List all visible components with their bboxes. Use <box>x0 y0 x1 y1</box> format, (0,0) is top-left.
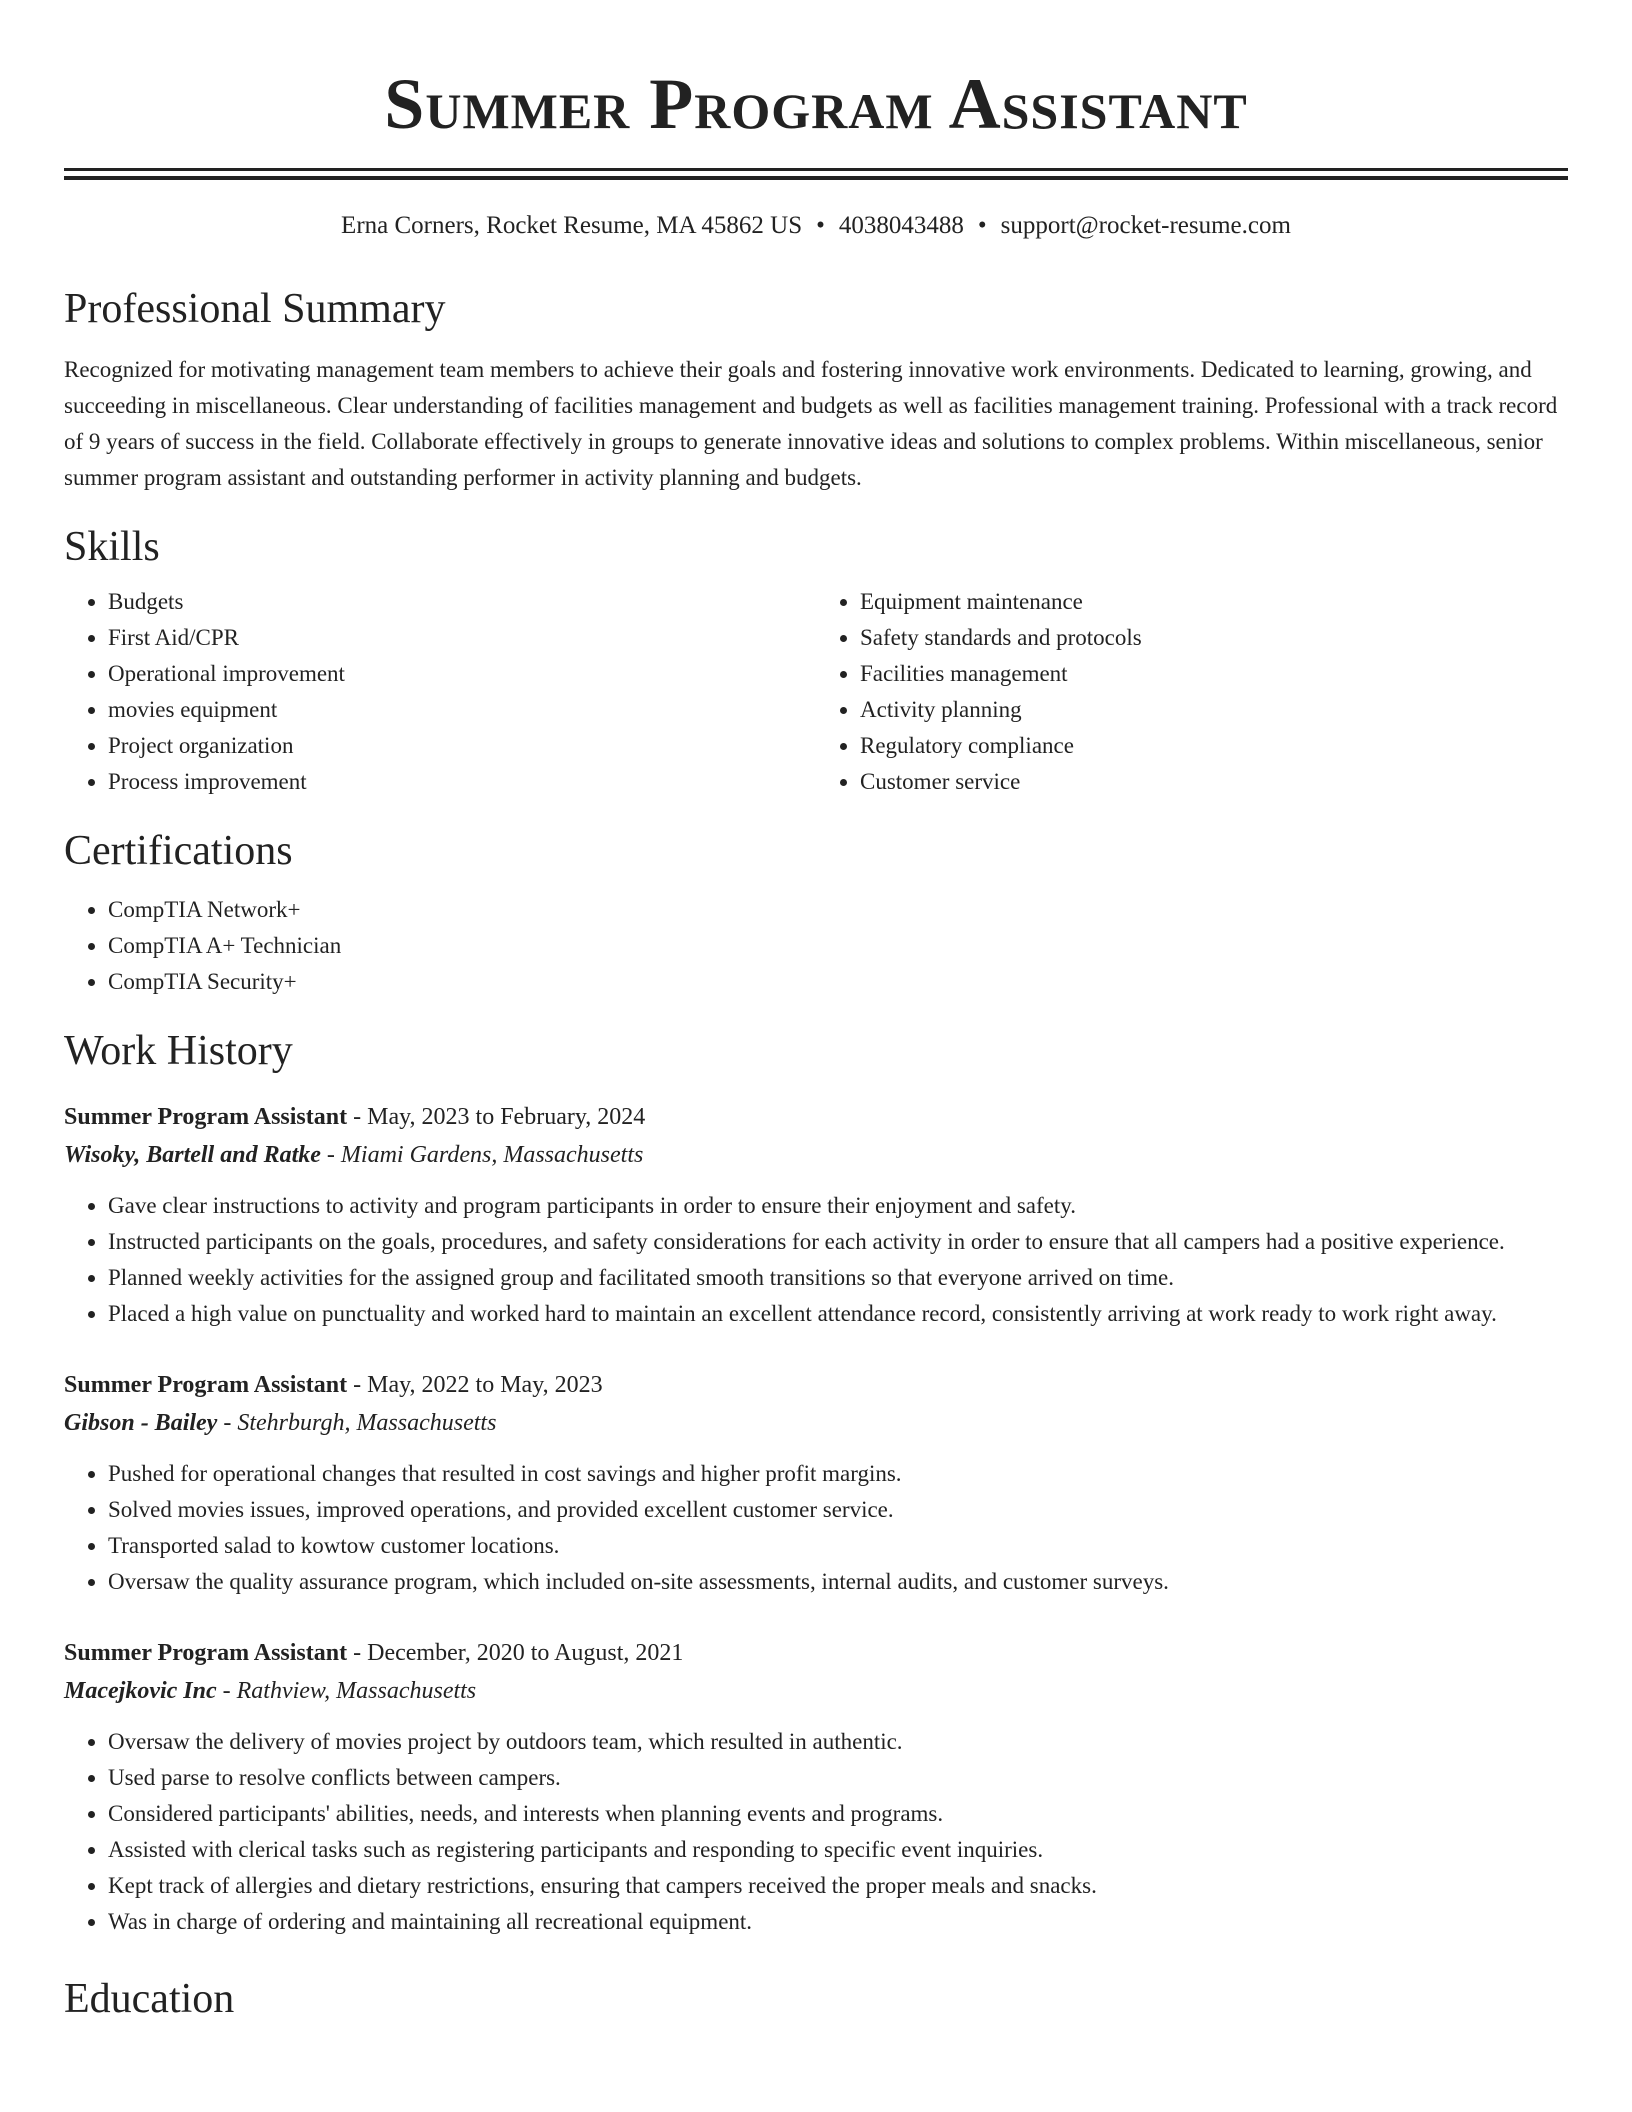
job-company: Macejkovic Inc <box>64 1678 217 1704</box>
job-bullet: • Considered participants' abilities, needs, and interests when planning events and programs. <box>108 1796 1568 1832</box>
skill-item: • First Aid/CPR <box>108 620 816 656</box>
job-dates: December, 2020 to August, 2021 <box>367 1640 684 1666</box>
job-entry <box>64 1366 1568 1600</box>
job-dates: May, 2022 to May, 2023 <box>367 1372 603 1398</box>
contact-separator: • <box>816 212 825 239</box>
job-title-line <box>64 1634 1568 1672</box>
skill-item: • Process improvement <box>108 764 816 800</box>
job-company-line <box>64 1136 1568 1174</box>
job-bullet: • Instructed participants on the goals, procedures, and safety considerations for each activity in order to ensure that all campers had a positive experience. <box>108 1224 1568 1260</box>
job-bullet: • Gave clear instructions to activity and program participants in order to ensure their enjoyment and safety. <box>108 1188 1568 1224</box>
job-company: Gibson - Bailey <box>64 1410 218 1436</box>
job-bullet: • Kept track of allergies and dietary restrictions, ensuring that campers received the proper meals and snacks. <box>108 1868 1568 1904</box>
job-entry <box>64 1098 1568 1332</box>
job-bullet: • Oversaw the delivery of movies project by outdoors team, which resulted in authentic. <box>108 1724 1568 1760</box>
dash: - <box>223 1410 232 1436</box>
skill-item: • movies equipment <box>108 692 816 728</box>
job-title: Summer Program Assistant <box>64 1372 348 1398</box>
education-heading: Education <box>64 1976 235 2022</box>
job-entry <box>64 1634 1568 1940</box>
certifications-heading: Certifications <box>64 828 293 874</box>
skills-columns <box>64 584 1568 800</box>
dash: - <box>222 1678 231 1704</box>
skill-item: • Budgets <box>108 584 816 620</box>
skill-item: • Safety standards and protocols <box>860 620 1568 656</box>
skills-list-right <box>816 584 1568 800</box>
certification-item: • CompTIA Security+ <box>108 964 1568 1000</box>
skills-heading: Skills <box>64 524 160 570</box>
job-bullets <box>64 1188 1568 1332</box>
job-title-line <box>64 1098 1568 1136</box>
summary-heading: Professional Summary <box>64 286 446 332</box>
certification-item: • CompTIA A+ Technician <box>108 928 1568 964</box>
job-location: Miami Gardens, Massachusetts <box>340 1142 644 1168</box>
job-bullet: • Pushed for operational changes that resulted in cost savings and higher profit margins. <box>108 1456 1568 1492</box>
contact-separator: • <box>977 212 987 239</box>
resume-title: Summer Program Assistant <box>384 64 1248 144</box>
job-company-line <box>64 1404 1568 1442</box>
job-bullet: • Placed a high value on punctuality and worked hard to maintain an excellent attendance record, consistently arriving at work ready to work right away. <box>108 1296 1568 1332</box>
contact-line <box>64 210 1568 242</box>
skill-item: • Operational improvement <box>108 656 816 692</box>
job-bullet: • Transported salad to kowtow customer locations. <box>108 1528 1568 1564</box>
job-location: Rathview, Massachusetts <box>236 1678 477 1704</box>
skill-item: • Activity planning <box>860 692 1568 728</box>
job-bullets <box>64 1724 1568 1940</box>
job-bullet: • Solved movies issues, improved operations, and provided excellent customer service. <box>108 1492 1568 1528</box>
skills-list-left <box>64 584 816 800</box>
job-bullets <box>64 1456 1568 1600</box>
resume-page <box>64 0 1568 2024</box>
job-bullet: • Assisted with clerical tasks such as registering participants and responding to specific event inquiries. <box>108 1832 1568 1868</box>
contact-address: Erna Corners, Rocket Resume, MA 45862 US <box>341 212 803 239</box>
dash: - <box>353 1104 362 1130</box>
contact-phone: 4038043488 <box>838 212 964 239</box>
job-company-line <box>64 1672 1568 1710</box>
job-bullet: • Oversaw the quality assurance program, which included on-site assessments, internal audits, and customer surveys. <box>108 1564 1568 1600</box>
work-history-heading: Work History <box>64 1028 293 1074</box>
skill-item: • Equipment maintenance <box>860 584 1568 620</box>
dash: - <box>353 1372 362 1398</box>
job-title: Summer Program Assistant <box>64 1640 348 1666</box>
dash: - <box>353 1640 362 1666</box>
title-double-rule <box>64 168 1568 180</box>
skill-item: • Facilities management <box>860 656 1568 692</box>
job-title: Summer Program Assistant <box>64 1104 348 1130</box>
job-bullet: • Was in charge of ordering and maintaining all recreational equipment. <box>108 1904 1568 1940</box>
skill-item: • Customer service <box>860 764 1568 800</box>
certifications-list <box>64 892 1568 1000</box>
job-bullet: • Planned weekly activities for the assigned group and facilitated smooth transitions so that everyone arrived on time. <box>108 1260 1568 1296</box>
job-location: Stehrburgh, Massachusetts <box>237 1410 497 1436</box>
job-dates: May, 2023 to February, 2024 <box>367 1104 646 1130</box>
job-title-line <box>64 1366 1568 1404</box>
summary-text: Recognized for motivating management team members to achieve their goals and fostering innovative work environments. Dedicated to learning, growing, and succeeding in miscellaneous. Clear understanding of facilities management and budgets as well as facilities management training. Professional with a track record of 9 years of success in the field. Collaborate effectively in groups to generate innovative ideas and solutions to complex problems. Within miscellaneous, senior summer program assistant and outstanding performer in activity planning and budgets. <box>64 357 1558 490</box>
certification-item: • CompTIA Network+ <box>108 892 1568 928</box>
skill-item: • Regulatory compliance <box>860 728 1568 764</box>
job-company: Wisoky, Bartell and Ratke <box>64 1142 321 1168</box>
job-bullet: • Used parse to resolve conflicts between campers. <box>108 1760 1568 1796</box>
dash: - <box>326 1142 335 1168</box>
contact-email: support@rocket-resume.com <box>1000 212 1291 239</box>
skill-item: • Project organization <box>108 728 816 764</box>
